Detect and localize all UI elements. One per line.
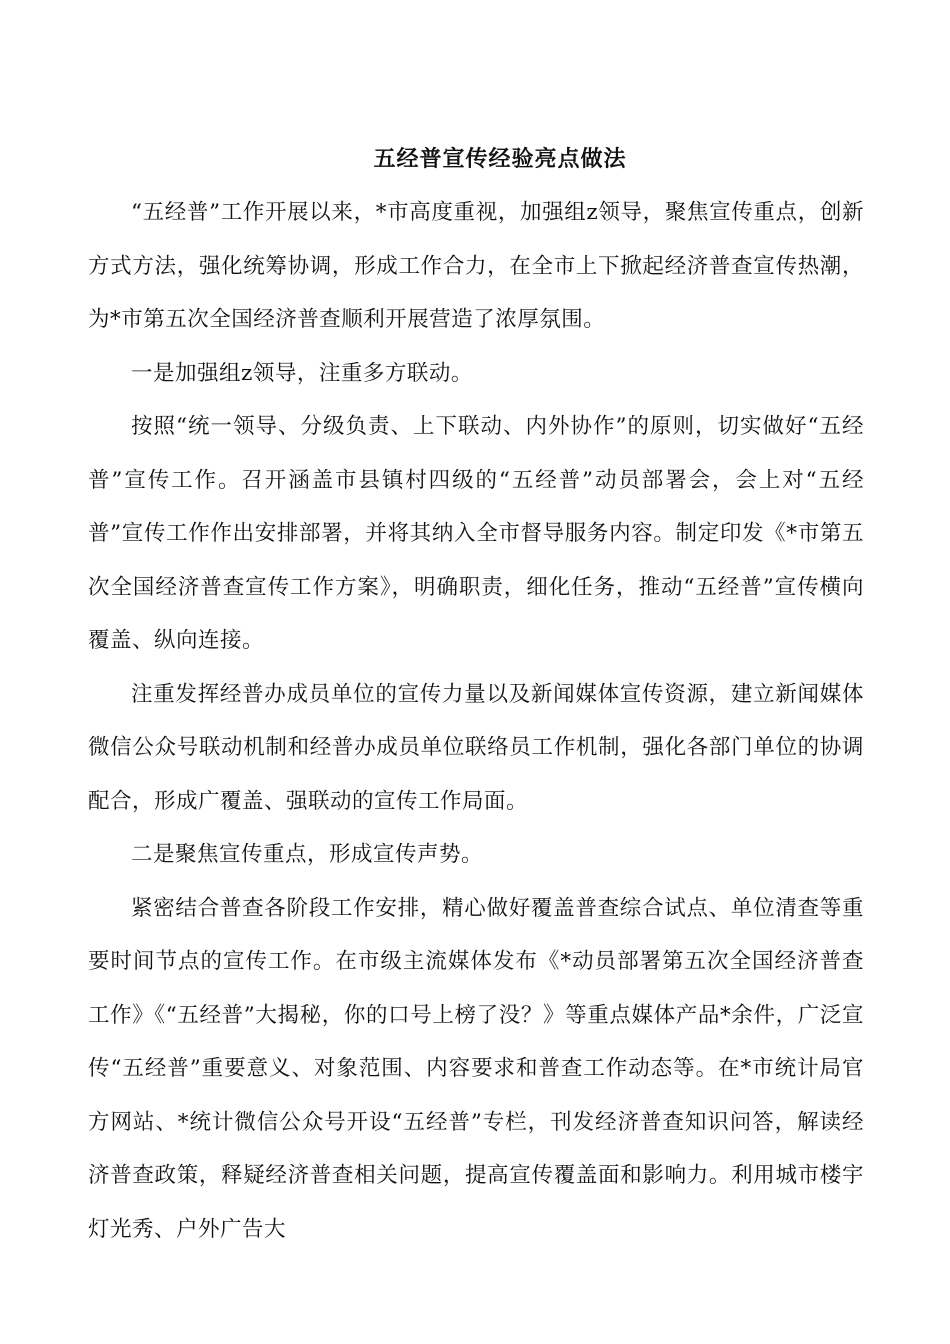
- section-heading-2: 二是聚焦宣传重点，形成宣传声势。: [131, 842, 484, 867]
- section-heading-1: 一是加强组z领导，注重多方联动。: [131, 360, 473, 386]
- document-body: [88, 186, 864, 1256]
- paragraph-publicity: 紧密结合普查各阶段工作安排，精心做好覆盖普查综合试点、单位清查等重要时间节点的宣传工作。在市级主流媒体发布《*动员部署第五次全国经济普查工作》《“五经普”大揭秘，你的口号上榜了没？》等重点媒体产品*余件，广泛宣传“五经普”重要意义、对象范围、内容要求和普查工作动态等。在*市统计局官方网站、*统计微信公众号开设“五经普”专栏，刊发经济普查知识问答，解读经济普查政策，释疑经济普查相关问题，提高宣传覆盖面和影响力。利用城市楼宇灯光秀、户外广告大: [88, 895, 864, 1242]
- paragraph-coordination: 注重发挥经普办成员单位的宣传力量以及新闻媒体宣传资源，建立新闻媒体微信公众号联动机制和经普办成员单位联络员工作机制，强化各部门单位的协调配合，形成广覆盖、强联动的宣传工作局面。: [88, 681, 864, 814]
- document-title: 五经普宣传经验亮点做法: [373, 146, 627, 172]
- paragraph-organization: 按照“统一领导、分级负责、上下联动、内外协作”的原则，切实做好“五经普”宣传工作。召开涵盖市县镇村四级的“五经普”动员部署会，会上对“五经普”宣传工作作出安排部署，并将其纳入全市督导服务内容。制定印发《*市第五次全国经济普查宣传工作方案》，明确职责，细化任务，推动“五经普”宣传横向覆盖、纵向连接。: [88, 414, 864, 653]
- paragraph-intro: “五经普”工作开展以来，*市高度重视，加强组z领导，聚焦宣传重点，创新方式方法，强化统筹协调，形成工作合力，在全市上下掀起经济普查宣传热潮，为*市第五次全国经济普查顺利开展营造了浓厚氛围。: [88, 200, 864, 332]
